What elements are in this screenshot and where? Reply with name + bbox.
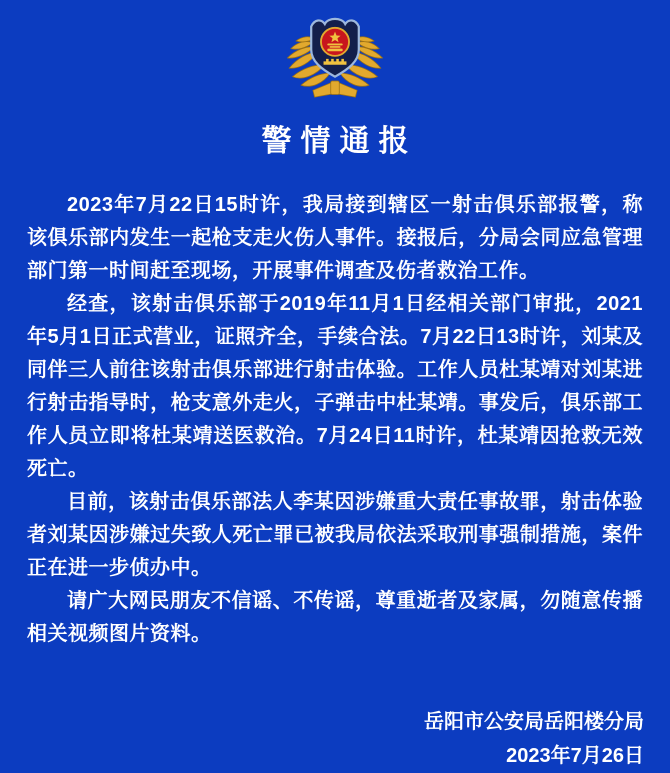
notice-paragraph-3: 目前，该射击俱乐部法人李某因涉嫌重大责任事故罪，射击体验者刘某因涉嫌过失致人死亡罪已被我局依法采取刑事强制措施，案件正在进一步侦办中。 bbox=[27, 491, 643, 579]
notice-paragraph-2: 经查，该射击俱乐部于2019年11月1日经相关部门审批，2021年5月1日正式营业，证照齐全，手续合法。7月22日13时许，刘某及同伴三人前往该射击俱乐部进行射击体验。工作人员杜某靖对刘某进行射击指导时，枪支意外走火，子弹击中杜某靖。事发后，俱乐部工作人员立即将杜某靖送医救治。7月24日11时许，杜某靖因抢救无效死亡。 bbox=[27, 293, 643, 480]
police-badge-icon bbox=[0, 0, 670, 101]
issue-date: 2023年7月26日 bbox=[506, 745, 644, 767]
issuing-authority: 岳阳市公安局岳阳楼分局 bbox=[424, 711, 644, 733]
notice-signature bbox=[0, 705, 670, 773]
notice-paragraph-1: 2023年7月22日15时许，我局接到辖区一射击俱乐部报警，称该俱乐部内发生一起枪支走火伤人事件。接报后，分局会同应急管理部门第一时间赶至现场，开展事件调查及伤者救治工作。 bbox=[27, 194, 643, 282]
notice-title: 警情通报 bbox=[261, 125, 418, 158]
notice-paragraph-4: 请广大网民朋友不信谣、不传谣，尊重逝者及家属，勿随意传播相关视频图片资料。 bbox=[27, 590, 643, 645]
notice-body bbox=[0, 189, 670, 651]
